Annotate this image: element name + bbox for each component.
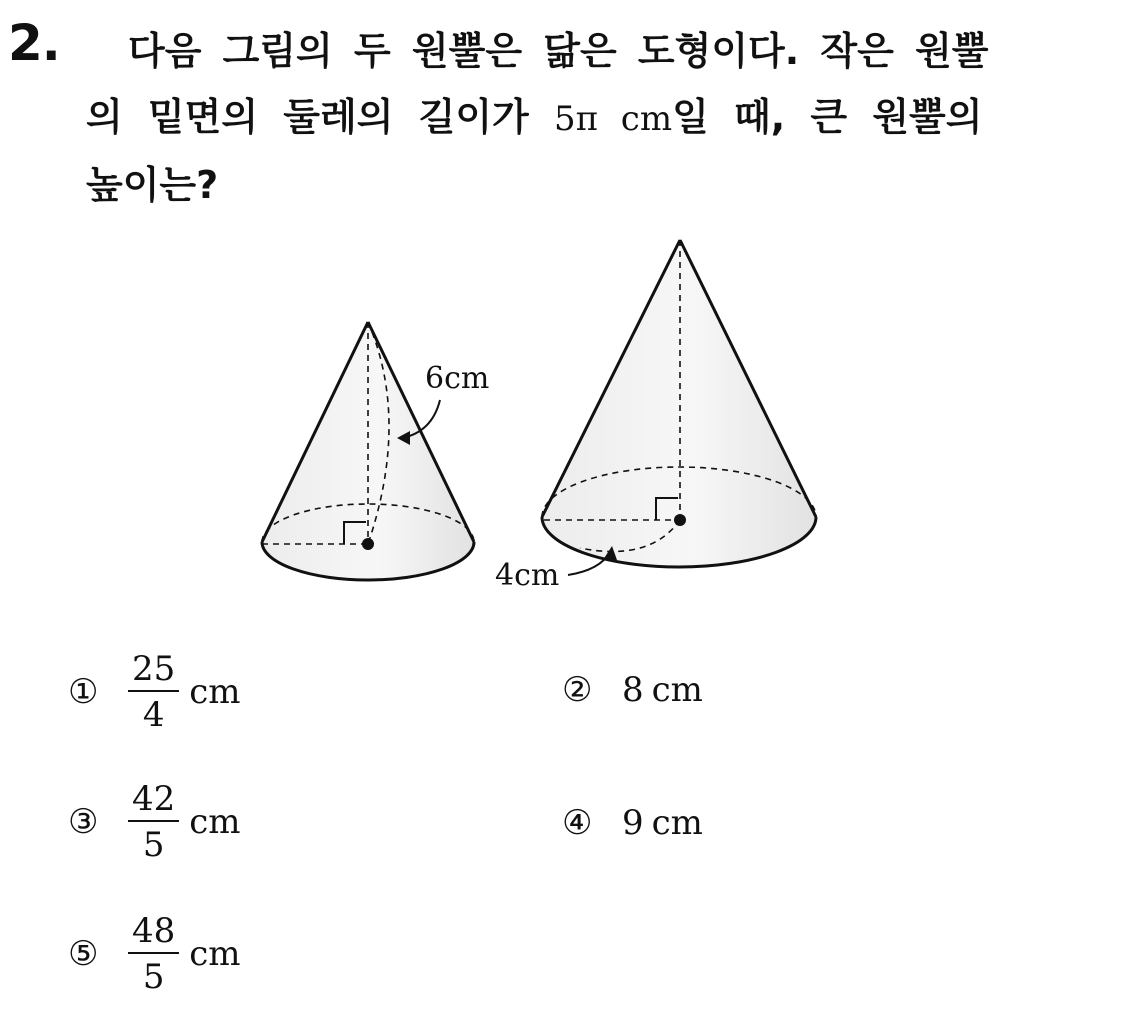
choice-5-unit: cm — [189, 934, 241, 974]
question-number: 2. — [8, 14, 60, 72]
question-line-2-start: 의 밑면의 둘레의 길이가 — [86, 95, 529, 139]
choice-2[interactable] — [562, 670, 703, 710]
choice-3-marker: ③ — [68, 802, 99, 842]
choice-2-value: 8 — [622, 670, 644, 710]
choice-5-fraction — [128, 911, 179, 997]
question-line-2-end: 일 때, 큰 원뿔의 — [672, 95, 983, 139]
choice-1-numerator: 25 — [128, 652, 179, 692]
choice-3[interactable] — [68, 779, 241, 865]
choice-1-marker: ① — [68, 672, 99, 712]
choice-2-unit: cm — [651, 670, 703, 710]
choice-3-fraction — [128, 779, 179, 865]
choice-1-fraction — [128, 649, 179, 735]
choice-4-marker: ④ — [562, 803, 593, 843]
choice-4-value: 9 — [622, 803, 644, 843]
slant-height-label: 6cm — [425, 361, 490, 396]
choice-4[interactable] — [562, 803, 703, 843]
choice-5-marker: ⑤ — [68, 934, 99, 974]
question-line-1: 다음 그림의 두 원뿔은 닮은 도형이다. 작은 원뿔 — [128, 29, 989, 73]
question-line-3: 높이는? — [86, 163, 219, 207]
choice-1-unit: cm — [189, 672, 241, 712]
circumference-value: 5π cm — [554, 99, 673, 139]
choice-4-unit: cm — [651, 803, 703, 843]
large-cone — [542, 240, 816, 575]
choice-3-denominator: 5 — [142, 825, 165, 865]
choice-3-numerator: 42 — [128, 782, 179, 822]
choice-1-denominator: 4 — [142, 695, 165, 735]
radius-label: 4cm — [495, 558, 560, 593]
choice-5-numerator: 48 — [128, 914, 179, 954]
choice-2-marker: ② — [562, 670, 593, 710]
choice-5-denominator: 5 — [142, 957, 165, 997]
choice-1[interactable] — [68, 649, 241, 735]
choice-5[interactable] — [68, 911, 241, 997]
choice-3-unit: cm — [189, 802, 241, 842]
